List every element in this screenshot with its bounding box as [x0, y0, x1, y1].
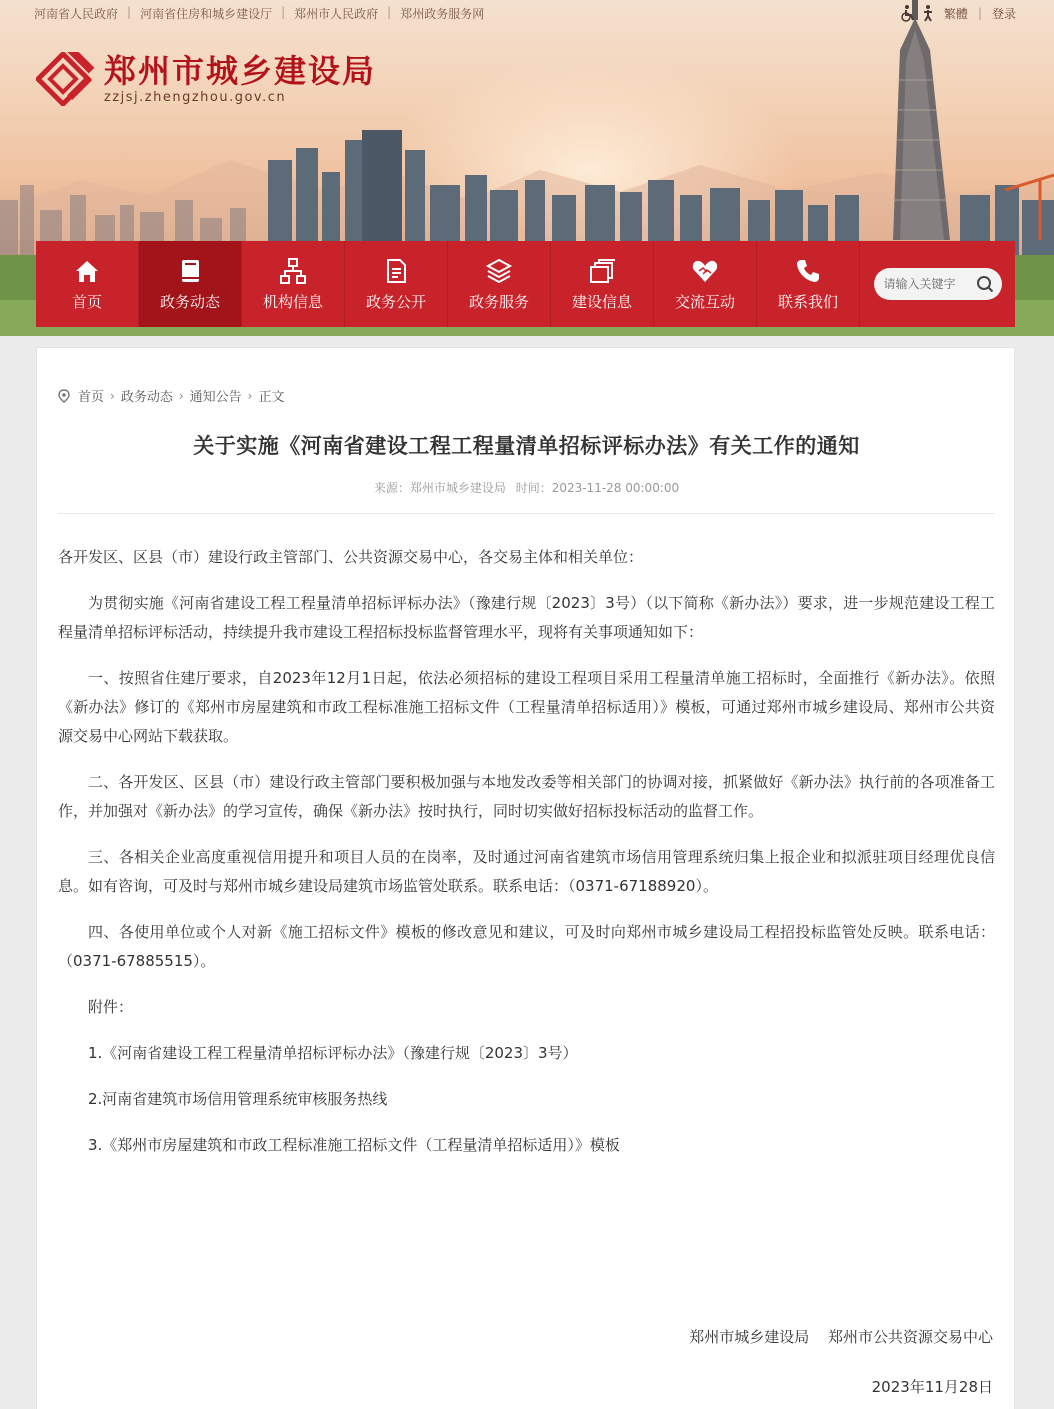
attachment-item[interactable]: 1.《河南省建设工程工程量清单招标评标办法》（豫建行规〔2023〕3号）: [88, 1044, 578, 1062]
logo-emblem-icon: [36, 52, 98, 106]
article-body: [58, 543, 995, 1177]
nav-interaction[interactable]: [654, 241, 757, 327]
gov-links: [34, 5, 484, 22]
signatory-org: 郑州市城乡建设局: [689, 1328, 810, 1346]
attachment-item[interactable]: 2.河南省建筑市场信用管理系统审核服务热线: [88, 1090, 388, 1108]
nav-search-area: [860, 241, 1015, 327]
separator: |: [387, 5, 392, 19]
accessibility-icon[interactable]: [898, 4, 938, 22]
top-right-tools: [898, 4, 1016, 22]
breadcrumb-home[interactable]: 首页: [78, 390, 105, 405]
site-url: zzjsj.zhengzhou.gov.cn: [104, 90, 287, 105]
sign-date: 2023年11月28日: [871, 1378, 993, 1396]
breadcrumb-current: 正文: [258, 390, 285, 405]
phone-icon: [794, 257, 822, 285]
chevron-right-icon: ›: [178, 388, 184, 403]
breadcrumb-notices[interactable]: 通知公告: [189, 390, 242, 405]
search-box: [874, 268, 1002, 300]
nav-contact[interactable]: [757, 241, 860, 327]
location-pin-icon: [58, 389, 70, 403]
article-paragraph: 三、各相关企业高度重视信用提升和项目人员的在岗率，及时通过河南省建筑市场信用管理系统归集上报企业和拟派驻项目经理优良信息。如有咨询，可及时与郑州市城乡建设局建筑市场监管处联系。联系电话：（0371-67188920）。: [58, 848, 995, 895]
signatories: [689, 1326, 993, 1347]
traditional-chinese-link[interactable]: 繁體: [943, 6, 968, 21]
layers-icon: [485, 257, 513, 285]
article-panel: [36, 347, 1015, 1409]
article-source: 来源：郑州市城乡建设局: [373, 481, 506, 495]
signatory-org: 郑州市公共资源交易中心: [827, 1328, 993, 1346]
org-chart-icon: [279, 257, 307, 285]
link-henan-gov[interactable]: 河南省人民政府: [34, 7, 119, 21]
nav-label: 政务公开: [365, 292, 426, 311]
breadcrumb: [58, 386, 285, 405]
separator: |: [281, 5, 286, 19]
attachment-item[interactable]: 3.《郑州市房屋建筑和市政工程标准施工招标文件（工程量清单招标适用）》模板: [88, 1136, 620, 1154]
login-link[interactable]: 登录: [991, 6, 1016, 21]
top-link-bar: [0, 0, 1054, 26]
chevron-right-icon: ›: [110, 388, 115, 403]
stack-icon: [588, 257, 616, 285]
search-input[interactable]: [884, 277, 976, 291]
nav-disclosure[interactable]: [345, 241, 448, 327]
nav-label: 建设信息: [571, 292, 632, 311]
nav-label: 政务动态: [159, 292, 220, 311]
nav-news[interactable]: [139, 241, 242, 327]
site-title: 郑州市城乡建设局: [104, 52, 377, 90]
document-icon: [382, 257, 410, 285]
nav-label: 联系我们: [777, 292, 838, 311]
article-paragraph: 为贯彻实施《河南省建设工程工程量清单招标评标办法》（豫建行规〔2023〕3号）（以下简称《新办法》）要求，进一步规范建设工程工程量清单招标评标活动，持续提升我市建设工程招标投标监督管理水平，现将有关事项通知如下：: [58, 594, 995, 641]
article-time: 时间：2023-11-28 00:00:00: [515, 481, 680, 495]
separator: |: [977, 6, 982, 20]
nav-services[interactable]: [448, 241, 551, 327]
main-nav: [36, 241, 1015, 327]
nav-label: 首页: [71, 292, 102, 311]
article-meta: [37, 479, 1016, 496]
article-paragraph: 各开发区、区县（市）建设行政主管部门、公共资源交易中心，各交易主体和相关单位：: [58, 548, 644, 566]
tower: [893, 0, 950, 240]
search-icon[interactable]: [976, 275, 994, 293]
logo-text: [104, 52, 376, 105]
nav-label: 政务服务: [468, 292, 529, 311]
home-icon: [73, 257, 101, 285]
site-logo[interactable]: [36, 52, 376, 106]
breadcrumb-news[interactable]: 政务动态: [120, 390, 173, 405]
nav-label: 交流互动: [674, 292, 735, 311]
link-henan-housing[interactable]: 河南省住房和城乡建设厅: [140, 7, 273, 21]
handshake-icon: [691, 257, 719, 285]
link-zhengzhou-service[interactable]: 郑州政务服务网: [400, 7, 485, 21]
chevron-right-icon: ›: [247, 388, 253, 403]
article-paragraph: 四、各使用单位或个人对新《施工招标文件》模板的修改意见和建议，可及时向郑州市城乡建设局工程招投标监管处反映。联系电话：（0371-67885515）。: [58, 923, 995, 970]
attachments-heading: 附件：: [88, 998, 134, 1016]
nav-org-info[interactable]: [242, 241, 345, 327]
article-paragraph: 一、按照省住建厅要求，自2023年12月1日起，依法必须招标的建设工程项目采用工程量清单施工招标时，全面推行《新办法》。依照《新办法》修订的《郑州市房屋建筑和市政工程标准施工招标文件（工程量清单招标适用）》模板，可通过郑州市城乡建设局、郑州市公共资源交易中心网站下载获取。: [58, 669, 995, 745]
nav-label: 机构信息: [262, 292, 323, 311]
article-paragraph: 二、各开发区、区县（市）建设行政主管部门要积极加强与本地发改委等相关部门的协调对接，抓紧做好《新办法》执行前的各项准备工作，并加强对《新办法》的学习宣传，确保《新办法》按时执行，同时切实做好招标投标活动的监督工作。: [58, 773, 995, 820]
divider: [58, 513, 995, 514]
separator: |: [127, 5, 132, 19]
nav-home[interactable]: [36, 241, 139, 327]
book-icon: [176, 257, 204, 285]
link-zhengzhou-gov[interactable]: 郑州市人民政府: [294, 7, 379, 21]
nav-construction[interactable]: [551, 241, 654, 327]
article-title: 关于实施《河南省建设工程工程量清单招标评标办法》有关工作的通知: [193, 434, 860, 458]
